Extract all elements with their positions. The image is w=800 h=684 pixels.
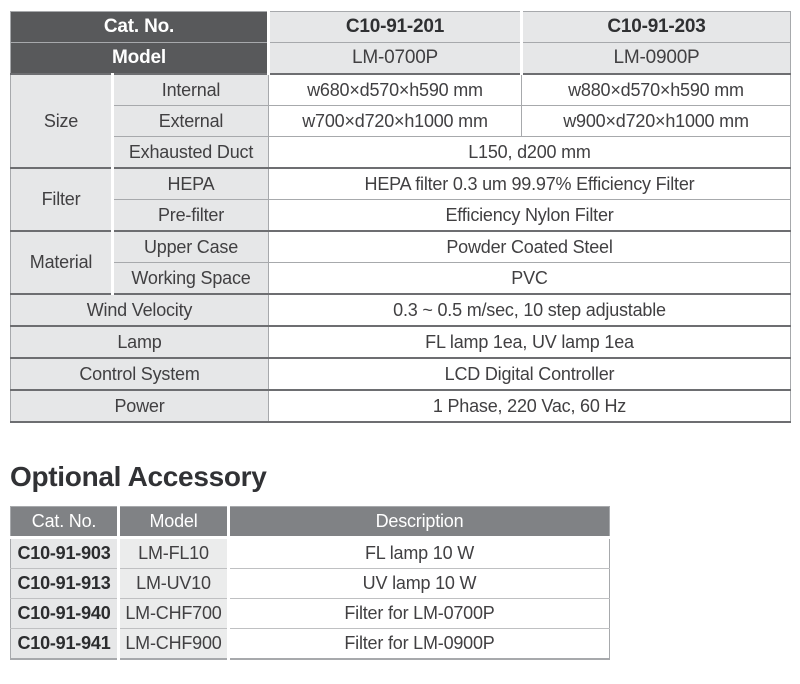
control-system-label: Control System <box>11 358 269 390</box>
table-row <box>11 390 791 422</box>
wind-velocity-value: 0.3 ~ 0.5 m/sec, 10 step adjustable <box>269 294 791 326</box>
table-row <box>11 200 791 232</box>
power-value: 1 Phase, 220 Vac, 60 Hz <box>269 390 791 422</box>
cat-no-header-cell: Cat. No. <box>11 12 269 43</box>
lamp-value: FL lamp 1ea, UV lamp 1ea <box>269 326 791 358</box>
exhausted-duct-label: Exhausted Duct <box>113 137 269 169</box>
table-row <box>11 294 791 326</box>
upper-case-value: Powder Coated Steel <box>269 231 791 263</box>
internal-value-2: w880×d570×h590 mm <box>522 74 791 106</box>
table-row <box>11 358 791 390</box>
table-row <box>11 263 791 295</box>
accessory-cat-no: C10-91-941 <box>11 629 119 660</box>
model-header-cell: Model <box>11 43 269 75</box>
accessory-model: LM-CHF900 <box>119 629 229 660</box>
accessory-col-description: Description <box>229 507 610 538</box>
filter-group-label: Filter <box>11 168 113 231</box>
accessory-cat-no: C10-91-913 <box>11 569 119 599</box>
working-space-label: Working Space <box>113 263 269 295</box>
accessory-model: LM-UV10 <box>119 569 229 599</box>
external-value-1: w700×d720×h1000 mm <box>269 106 522 137</box>
accessory-col-cat-no: Cat. No. <box>11 507 119 538</box>
spec-table <box>10 11 791 423</box>
hepa-label: HEPA <box>113 168 269 200</box>
table-row <box>11 599 610 629</box>
pre-filter-value: Efficiency Nylon Filter <box>269 200 791 232</box>
accessory-cat-no: C10-91-903 <box>11 538 119 569</box>
table-row <box>11 137 791 169</box>
model-value-2: LM-0900P <box>522 43 791 75</box>
power-label: Power <box>11 390 269 422</box>
cat-no-value-2: C10-91-203 <box>522 12 791 43</box>
hepa-value: HEPA filter 0.3 um 99.97% Efficiency Filter <box>269 168 791 200</box>
wind-velocity-label: Wind Velocity <box>11 294 269 326</box>
accessory-model: LM-FL10 <box>119 538 229 569</box>
table-row <box>11 106 791 137</box>
table-header-row <box>11 507 610 538</box>
table-row <box>11 231 791 263</box>
internal-label: Internal <box>113 74 269 106</box>
accessory-description: FL lamp 10 W <box>229 538 610 569</box>
accessory-col-model: Model <box>119 507 229 538</box>
table-row <box>11 569 610 599</box>
table-row <box>11 538 610 569</box>
cat-no-value-1: C10-91-201 <box>269 12 522 43</box>
accessory-description: Filter for LM-0700P <box>229 599 610 629</box>
table-row <box>11 74 791 106</box>
table-row <box>11 168 791 200</box>
size-group-label: Size <box>11 74 113 168</box>
accessory-model: LM-CHF700 <box>119 599 229 629</box>
external-value-2: w900×d720×h1000 mm <box>522 106 791 137</box>
working-space-value: PVC <box>269 263 791 295</box>
material-group-label: Material <box>11 231 113 294</box>
external-label: External <box>113 106 269 137</box>
lamp-label: Lamp <box>11 326 269 358</box>
exhausted-duct-value: L150, d200 mm <box>269 137 791 169</box>
control-system-value: LCD Digital Controller <box>269 358 791 390</box>
accessory-description: Filter for LM-0900P <box>229 629 610 660</box>
table-row <box>11 326 791 358</box>
optional-accessory-table <box>10 506 610 660</box>
optional-accessory-heading: Optional Accessory <box>10 461 267 492</box>
internal-value-1: w680×d570×h590 mm <box>269 74 522 106</box>
pre-filter-label: Pre-filter <box>113 200 269 232</box>
model-value-1: LM-0700P <box>269 43 522 75</box>
accessory-description: UV lamp 10 W <box>229 569 610 599</box>
accessory-cat-no: C10-91-940 <box>11 599 119 629</box>
table-row <box>11 12 791 43</box>
table-row <box>11 629 610 660</box>
table-row <box>11 43 791 75</box>
upper-case-label: Upper Case <box>113 231 269 263</box>
